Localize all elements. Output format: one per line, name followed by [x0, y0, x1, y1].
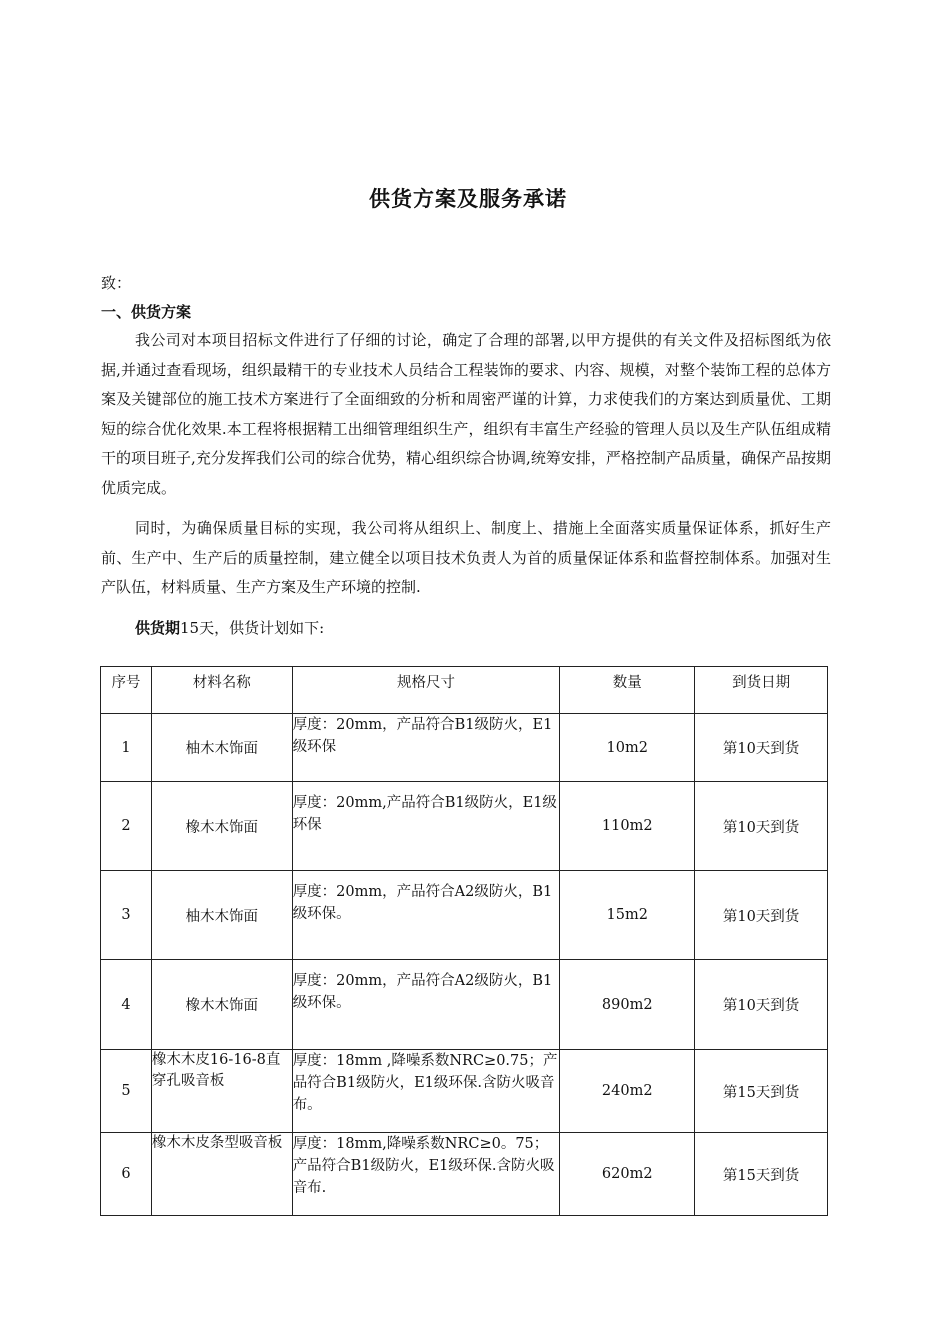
table-row [101, 871, 828, 960]
cell-arrival-date: 第15天到货 [695, 1133, 828, 1216]
page-title: 供货方案及服务承诺 [369, 187, 567, 211]
cell-material-name: 橡木木饰面 [151, 960, 292, 1050]
table-row [101, 1050, 828, 1133]
cell-no: 5 [101, 1050, 152, 1133]
table-row [101, 1133, 828, 1216]
cell-material-name: 橡木木皮条型吸音板 [151, 1133, 292, 1216]
supply-period-value: 15天，供货计划如下: [180, 619, 325, 637]
section-heading: 一、供货方案 [101, 303, 192, 321]
header-quantity: 数量 [560, 667, 695, 714]
cell-arrival-date: 第15天到货 [695, 1050, 828, 1133]
cell-no: 2 [101, 782, 152, 871]
cell-quantity: 110m2 [560, 782, 695, 871]
paragraph-plan: 我公司对本项目招标文件进行了仔细的讨论，确定了合理的部署,以甲方提供的有关文件及招标图纸为依据,并通过查看现场，组织最精干的专业技术人员结合工程装饰的要求、内容、规模，对整个装饰工程的总体方案及关键部位的施工技术方案进行了全面细致的分析和周密严谨的计算，力求使我们的方案达到质量优、工期短的综合优化效果.本工程将根据精工出细管理组织生产，组织有丰富生产经验的管理人员以及生产队伍组成精干的项目班子,充分发挥我们公司的综合优势，精心组织综合协调,统筹安排，严格控制产品质量，确保产品按期优质完成。 [101, 331, 831, 497]
cell-quantity: 240m2 [560, 1050, 695, 1133]
addressee-label: 致： [101, 274, 132, 292]
cell-arrival-date: 第10天到货 [695, 960, 828, 1050]
header-spec: 规格尺寸 [292, 667, 560, 714]
cell-arrival-date: 第10天到货 [695, 782, 828, 871]
cell-material-name: 柚木木饰面 [151, 871, 292, 960]
cell-spec: 厚度：18mm ,降噪系数NRC≥0.75；产品符合B1级防火，E1级环保.含防火吸音布。 [292, 1050, 560, 1133]
header-arrival-date: 到货日期 [695, 667, 828, 714]
paragraph-quality: 同时，为确保质量目标的实现，我公司将从组织上、制度上、措施上全面落实质量保证体系，抓好生产前、生产中、生产后的质量控制，建立健全以项目技术负责人为首的质量保证体系和监督控制体系。加强对生产队伍，材料质量、生产方案及生产环境的控制. [101, 519, 831, 596]
cell-material-name: 橡木木皮16-16-8直穿孔吸音板 [151, 1050, 292, 1133]
cell-no: 3 [101, 871, 152, 960]
cell-arrival-date: 第10天到货 [695, 714, 828, 782]
header-material-name: 材料名称 [151, 667, 292, 714]
cell-quantity: 620m2 [560, 1133, 695, 1216]
cell-no: 6 [101, 1133, 152, 1216]
header-no: 序号 [101, 667, 152, 714]
table-row [101, 960, 828, 1050]
supply-period-label: 供货期 [135, 619, 181, 637]
cell-quantity: 15m2 [560, 871, 695, 960]
supply-period-line [135, 617, 324, 638]
cell-no: 1 [101, 714, 152, 782]
cell-spec: 厚度：20mm，产品符合A2级防火，B1级环保。 [292, 871, 560, 960]
table-header-row [101, 667, 828, 714]
cell-quantity: 890m2 [560, 960, 695, 1050]
cell-arrival-date: 第10天到货 [695, 871, 828, 960]
cell-spec: 厚度：18mm,降噪系数NRC≥0。75；产品符合B1级防火，E1级环保.含防火吸音布. [292, 1133, 560, 1216]
cell-spec: 厚度：20mm,产品符合B1级防火，E1级环保 [292, 782, 560, 871]
cell-no: 4 [101, 960, 152, 1050]
cell-material-name: 橡木木饰面 [151, 782, 292, 871]
cell-spec: 厚度：20mm，产品符合B1级防火，E1级环保 [292, 714, 560, 782]
cell-spec: 厚度：20mm，产品符合A2级防火，B1级环保。 [292, 960, 560, 1050]
table-row [101, 782, 828, 871]
supply-plan-table [100, 666, 828, 1216]
cell-material-name: 柚木木饰面 [151, 714, 292, 782]
cell-quantity: 10m2 [560, 714, 695, 782]
table-row [101, 714, 828, 782]
